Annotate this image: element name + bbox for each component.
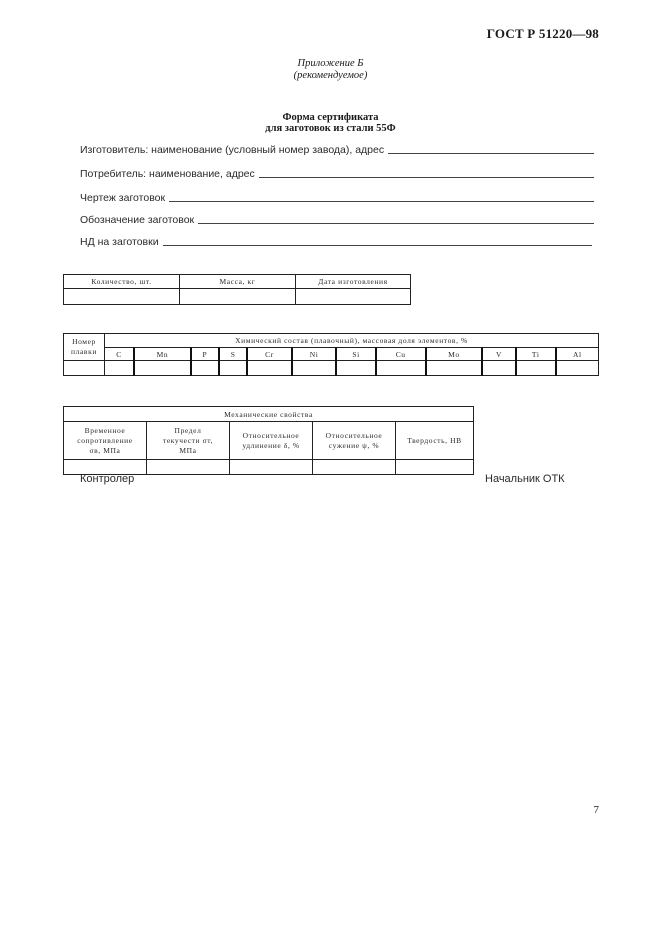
heat-number-header-line1: Номер xyxy=(72,337,96,346)
tensile-strength-line2: сопротивление xyxy=(77,435,133,445)
drawing-label: Чертеж заготовок xyxy=(80,192,166,204)
element-ni-header: Ni xyxy=(292,348,337,361)
element-v-header: V xyxy=(482,348,515,361)
element-value-cell xyxy=(516,361,556,376)
yield-strength-line1: Предел xyxy=(174,425,202,435)
drawing-field xyxy=(80,192,594,204)
element-si-header: Si xyxy=(336,348,375,361)
reduction-of-area-cell xyxy=(313,460,396,475)
element-value-cell xyxy=(376,361,426,376)
heat-number-header-line2: плавки xyxy=(71,347,97,356)
designation-field xyxy=(80,214,594,226)
element-s-header: S xyxy=(219,348,247,361)
element-value-cell xyxy=(336,361,375,376)
mechanical-properties-header: Механические свойства xyxy=(64,407,474,422)
tensile-strength-line1: Временное xyxy=(84,425,126,435)
elongation-header xyxy=(230,422,313,460)
yield-strength-line3: МПа xyxy=(179,445,197,455)
element-cr-header: Cr xyxy=(247,348,292,361)
appendix-title: Приложение Б xyxy=(297,58,364,69)
heat-number-cell xyxy=(64,361,105,376)
quantity-mass-date-table xyxy=(63,274,411,305)
quantity-cell xyxy=(64,289,180,305)
element-value-cell xyxy=(134,361,191,376)
elongation-line1: Относительное xyxy=(242,430,300,440)
element-mo-header: Mo xyxy=(426,348,483,361)
qc-head-signature-label: Начальник ОТК xyxy=(485,473,565,485)
element-cu-header: Cu xyxy=(376,348,426,361)
heat-number-header xyxy=(64,334,105,361)
drawing-fill-line xyxy=(169,200,594,202)
element-value-cell xyxy=(292,361,337,376)
elongation-cell xyxy=(230,460,313,475)
hardness-cell xyxy=(396,460,474,475)
element-value-cell xyxy=(247,361,292,376)
designation-label: Обозначение заготовок xyxy=(80,214,195,226)
normative-doc-fill-line xyxy=(163,244,592,246)
element-ti-header: Ti xyxy=(516,348,556,361)
mass-cell xyxy=(180,289,296,305)
date-header: Дата изготовления xyxy=(296,275,411,289)
yield-strength-line2: текучести σт, xyxy=(162,435,214,445)
consumer-field xyxy=(80,168,594,180)
manufacturer-label: Изготовитель: наименование (условный номер завода), адрес xyxy=(80,144,385,156)
normative-doc-field xyxy=(80,236,592,248)
manufacturer-field xyxy=(80,144,594,156)
reduction-of-area-header xyxy=(313,422,396,460)
tensile-strength-line3: σв, МПа xyxy=(89,445,121,455)
page-number: 7 xyxy=(593,804,599,816)
element-value-cell xyxy=(482,361,515,376)
element-p-header: P xyxy=(191,348,219,361)
quantity-header: Количество, шт. xyxy=(64,275,180,289)
element-c-header: C xyxy=(105,348,135,361)
date-cell xyxy=(296,289,411,305)
form-title-line1: Форма сертификата xyxy=(282,112,379,123)
consumer-label: Потребитель: наименование, адрес xyxy=(80,168,255,180)
chemical-composition-table xyxy=(63,333,599,376)
manufacturer-fill-line xyxy=(388,152,594,154)
controller-signature-label: Контролер xyxy=(80,473,135,485)
document-standard-number: ГОСТ Р 51220—98 xyxy=(486,26,599,41)
chemical-composition-header: Химический состав (плавочный), массовая доля элементов, % xyxy=(105,334,599,348)
yield-strength-cell xyxy=(147,460,230,475)
appendix-subtitle: (рекомендуемое) xyxy=(293,70,368,81)
element-al-header: Al xyxy=(556,348,599,361)
hardness-header: Твердость, НВ xyxy=(396,422,474,460)
element-value-cell xyxy=(556,361,599,376)
element-value-cell xyxy=(219,361,247,376)
reduction-line2: сужение ψ, % xyxy=(328,440,380,450)
yield-strength-header xyxy=(147,422,230,460)
normative-doc-label: НД на заготовки xyxy=(80,236,159,248)
designation-fill-line xyxy=(198,222,594,224)
reduction-line1: Относительное xyxy=(325,430,383,440)
consumer-fill-line xyxy=(259,176,594,178)
element-value-cell xyxy=(426,361,483,376)
form-title xyxy=(0,112,661,134)
appendix-heading xyxy=(0,58,661,82)
mass-header: Масса, кг xyxy=(180,275,296,289)
mechanical-properties-table xyxy=(63,406,474,475)
element-mn-header: Mn xyxy=(134,348,191,361)
element-value-cell xyxy=(191,361,219,376)
element-value-cell xyxy=(105,361,135,376)
form-title-line2: для заготовок из стали 55Ф xyxy=(265,123,396,134)
elongation-line2: удлинение δ, % xyxy=(242,440,300,450)
tensile-strength-header xyxy=(64,422,147,460)
